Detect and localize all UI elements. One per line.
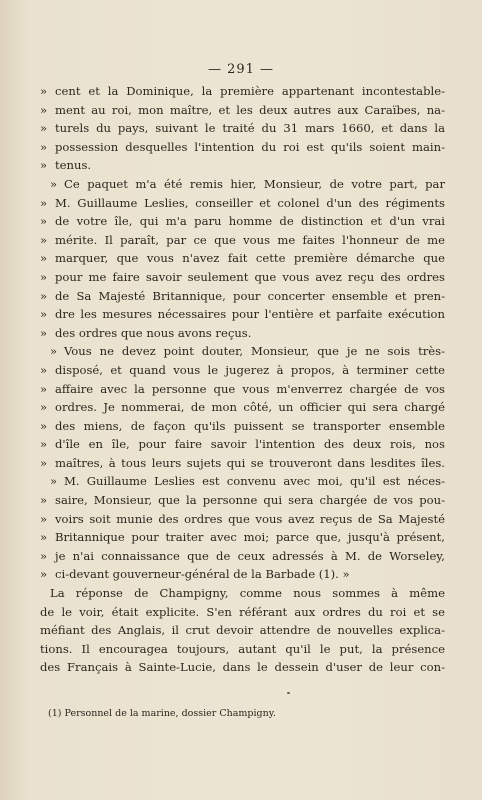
text-line bbox=[40, 287, 445, 306]
page-number: — 291 — bbox=[207, 62, 275, 77]
quote-mark: » bbox=[40, 251, 48, 266]
quote-mark: » bbox=[40, 102, 48, 117]
quote-mark: » bbox=[40, 195, 48, 210]
quote-mark: » bbox=[40, 269, 48, 284]
text-line bbox=[40, 212, 445, 231]
line-text: voirs soit munie des ordres que vous avez reçus de Sa Majesté bbox=[55, 511, 445, 526]
text-line bbox=[40, 658, 445, 677]
text-line bbox=[40, 565, 445, 584]
line-text: affaire avec la personne que vous m'enverrez chargée de vos bbox=[55, 381, 445, 396]
quote-mark: » bbox=[40, 548, 48, 563]
quote-mark: » bbox=[40, 400, 48, 415]
line-text: méfiant des Anglais, il crut devoir attendre de nouvelles explica- bbox=[40, 623, 445, 638]
text-line bbox=[40, 472, 445, 491]
quote-mark: » bbox=[40, 511, 48, 526]
quote-mark: » bbox=[40, 232, 48, 247]
body-text bbox=[40, 82, 445, 677]
quote-mark: » bbox=[40, 325, 48, 340]
quote-mark: » bbox=[40, 381, 48, 396]
line-text: des Français à Sainte-Lucie, dans le dessein d'user de leur con- bbox=[40, 660, 445, 675]
line-text: Britannique pour traiter avec moi; parce que, jusqu'à présent, bbox=[55, 530, 445, 545]
line-text: pour me faire savoir seulement que vous avez reçu des ordres bbox=[55, 269, 445, 284]
footnote: (1) Personnel de la marine, dossier Champigny. bbox=[48, 708, 276, 719]
quote-mark: » bbox=[40, 158, 48, 173]
line-text: saire, Monsieur, que la personne qui sera chargée de vos pou- bbox=[55, 493, 445, 508]
line-text: dre les mesures nécessaires pour l'entière et parfaite exécution bbox=[55, 307, 445, 322]
line-text: Ce paquet m'a été remis hier, Monsieur, de votre part, par bbox=[64, 176, 445, 191]
quote-mark: » bbox=[50, 474, 58, 489]
line-text: La réponse de Champigny, comme nous sommes à même bbox=[50, 586, 445, 601]
quote-mark: » bbox=[40, 121, 48, 136]
text-line bbox=[40, 156, 445, 175]
line-text: de votre île, qui m'a paru homme de distinction et d'un vrai bbox=[55, 214, 445, 229]
line-text: Vous ne devez point douter, Monsieur, que je ne sois très- bbox=[64, 344, 445, 359]
line-text: tenus. bbox=[55, 158, 92, 173]
quote-mark: » bbox=[40, 493, 48, 508]
line-text: ci-devant gouverneur-général de la Barbade (1). » bbox=[55, 567, 350, 582]
line-text: M. Guillaume Leslies est convenu avec moi, qu'il est néces- bbox=[64, 474, 445, 489]
text-line bbox=[40, 584, 445, 603]
text-line bbox=[40, 268, 445, 287]
line-text: ment au roi, mon maître, et les deux autres aux Caraïbes, na- bbox=[55, 102, 445, 117]
text-line bbox=[40, 324, 445, 343]
quote-mark: » bbox=[40, 139, 48, 154]
text-line bbox=[40, 510, 445, 529]
text-line bbox=[40, 101, 445, 120]
ink-speck bbox=[287, 692, 290, 694]
line-text: de Sa Majesté Britannique, pour concerter ensemble et pren- bbox=[55, 288, 445, 303]
line-text: possession desquelles l'intention du roi est qu'ils soient main- bbox=[55, 139, 445, 154]
line-text: des miens, de façon qu'ils puissent se transporter ensemble bbox=[55, 418, 445, 433]
text-line bbox=[40, 547, 445, 566]
text-line bbox=[40, 342, 445, 361]
quote-mark: » bbox=[40, 362, 48, 377]
quote-mark: » bbox=[40, 455, 48, 470]
line-text: de le voir, était explicite. S'en référant aux ordres du roi et se bbox=[40, 604, 445, 619]
text-line bbox=[40, 621, 445, 640]
line-text: mérite. Il paraît, par ce que vous me faites l'honneur de me bbox=[55, 232, 445, 247]
text-line bbox=[40, 640, 445, 659]
text-line bbox=[40, 361, 445, 380]
text-line bbox=[40, 603, 445, 622]
quote-mark: » bbox=[40, 530, 48, 545]
line-text: je n'ai connaissance que de ceux adressés à M. de Worseley, bbox=[55, 548, 445, 563]
text-line bbox=[40, 417, 445, 436]
quote-mark: » bbox=[40, 437, 48, 452]
text-line bbox=[40, 380, 445, 399]
line-text: des ordres que nous avons reçus. bbox=[55, 325, 252, 340]
text-line bbox=[40, 435, 445, 454]
line-text: turels du pays, suivant le traité du 31 mars 1660, et dans la bbox=[55, 121, 445, 136]
text-line bbox=[40, 398, 445, 417]
text-line bbox=[40, 82, 445, 101]
text-line bbox=[40, 491, 445, 510]
text-line bbox=[40, 119, 445, 138]
quote-mark: » bbox=[50, 344, 58, 359]
line-text: maîtres, à tous leurs sujets qui se trouveront dans lesdites îles. bbox=[55, 455, 445, 470]
quote-mark: » bbox=[50, 176, 58, 191]
text-line bbox=[40, 138, 445, 157]
quote-mark: » bbox=[40, 214, 48, 229]
text-line bbox=[40, 305, 445, 324]
quote-mark: » bbox=[40, 307, 48, 322]
line-text: d'île en île, pour faire savoir l'intention des deux rois, nos bbox=[55, 437, 445, 452]
text-line bbox=[40, 249, 445, 268]
quote-mark: » bbox=[40, 567, 48, 582]
line-text: M. Guillaume Leslies, conseiller et colonel d'un des régiments bbox=[55, 195, 445, 210]
text-line bbox=[40, 231, 445, 250]
text-line bbox=[40, 528, 445, 547]
text-line bbox=[40, 175, 445, 194]
line-text: ordres. Je nommerai, de mon côté, un officier qui sera chargé bbox=[55, 400, 445, 415]
quote-mark: » bbox=[40, 84, 48, 98]
line-text: cent et la Dominique, la première appartenant incontestable- bbox=[55, 84, 445, 98]
quote-mark: » bbox=[40, 288, 48, 303]
line-text: marquer, que vous n'avez fait cette première démarche que bbox=[55, 251, 445, 266]
quote-mark: » bbox=[40, 418, 48, 433]
line-text: disposé, et quand vous le jugerez à propos, à terminer cette bbox=[55, 362, 445, 377]
text-line bbox=[40, 194, 445, 213]
line-text: tions. Il encouragea toujours, autant qu'il le put, la présence bbox=[40, 641, 445, 656]
text-line bbox=[40, 454, 445, 473]
